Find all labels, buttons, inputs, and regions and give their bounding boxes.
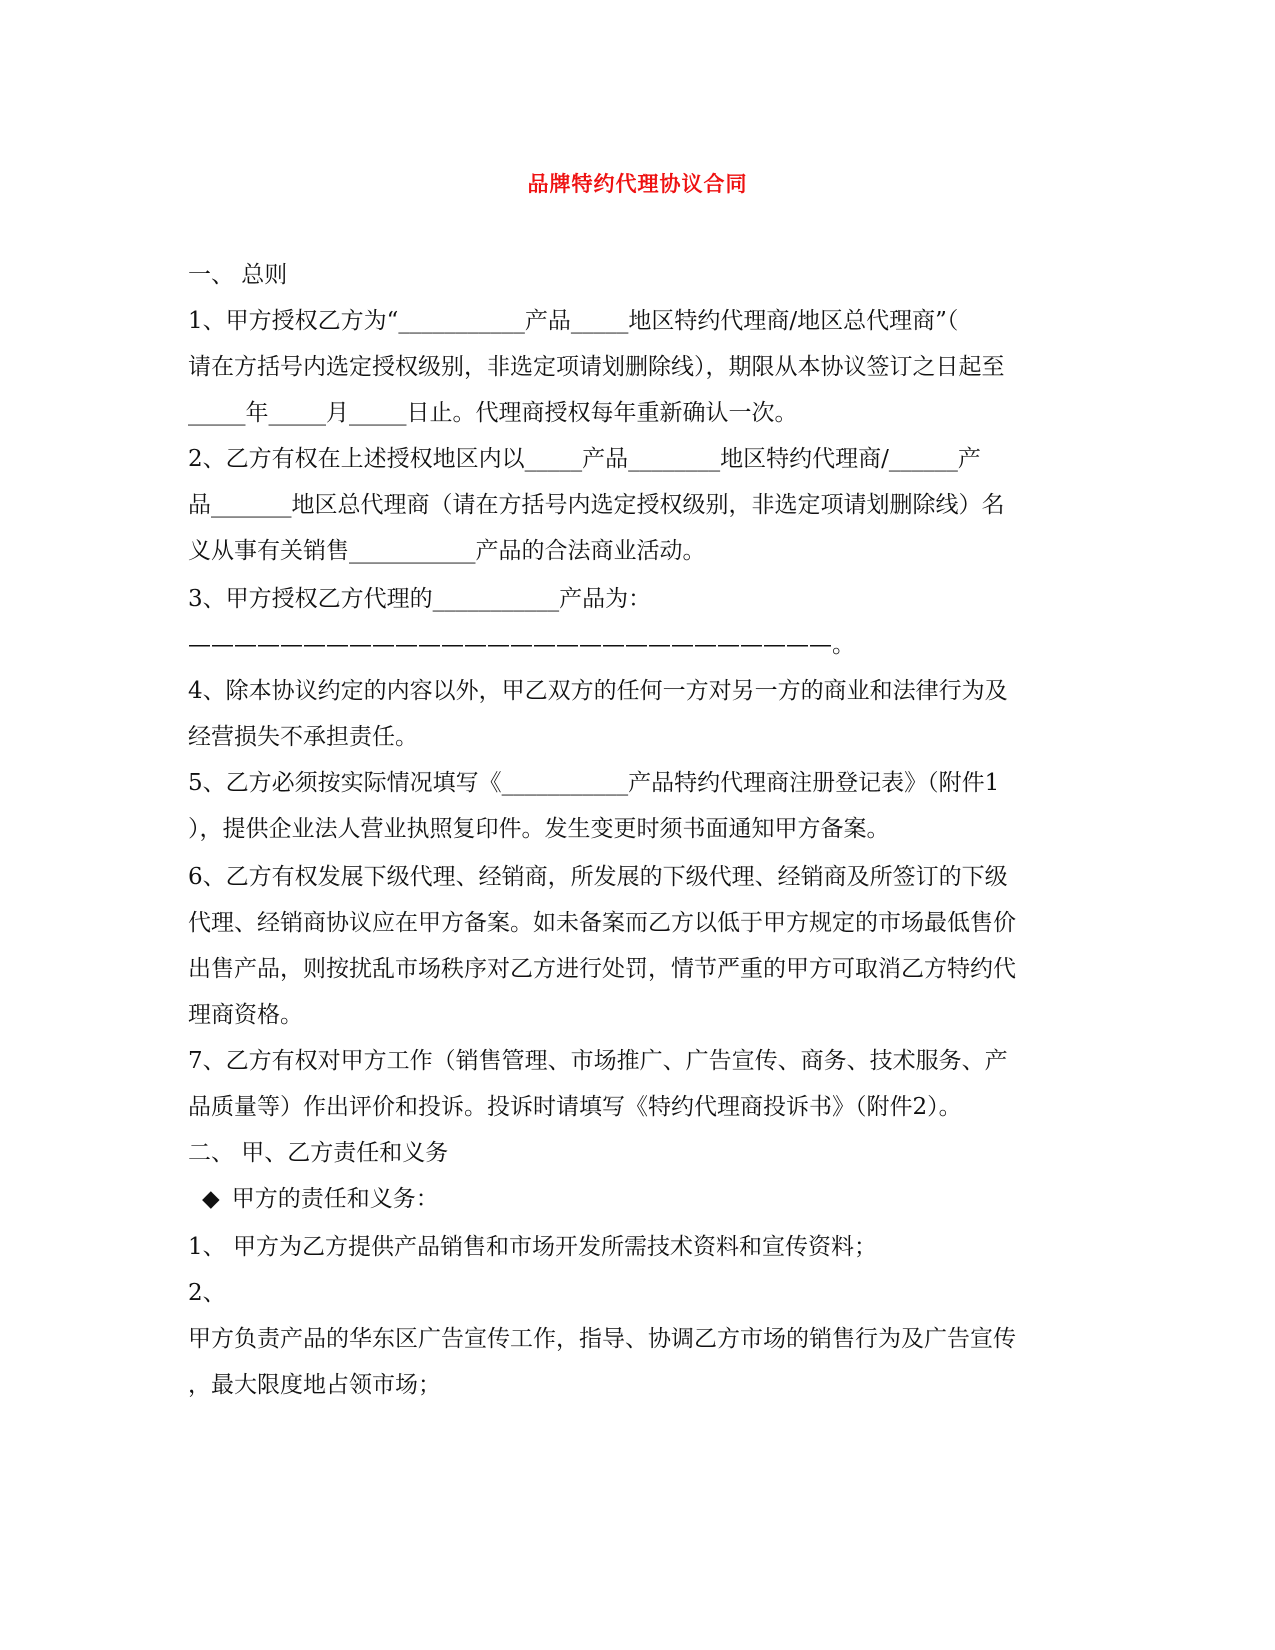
clause-6-line-3: 出售产品，则按扰乱市场秩序对乙方进行处罚，情节严重的甲方可取消乙方特约代 <box>188 956 1016 982</box>
clause-5-line-2: ），提供企业法人营业执照复印件。发生变更时须书面通知甲方备案。 <box>188 816 890 842</box>
document-title: 品牌特约代理协议合同 <box>527 172 748 196</box>
clause-2-line-1: 2、乙方有权在上述授权地区内以_____产品________地区特约代理商/______产 <box>188 446 981 472</box>
duty-2-line-1: 甲方负责产品的华东区广告宣传工作，指导、协调乙方市场的销售行为及广告宣传 <box>188 1326 1016 1352</box>
clause-6-line-1: 6、乙方有权发展下级代理、经销商，所发展的下级代理、经销商及所签订的下级 <box>188 864 1008 890</box>
diamond-bullet-icon: ◆ <box>202 1186 220 1212</box>
bullet-text: 甲方的责任和义务： <box>231 1186 439 1212</box>
duty-2-line-2: ，最大限度地占领市场； <box>188 1372 441 1398</box>
clause-6-line-2: 代理、经销商协议应在甲方备案。如未备案而乙方以低于甲方规定的市场最低售价 <box>188 910 1016 936</box>
clause-1-line-2: 请在方括号内选定授权级别，非选定项请划删除线），期限从本协议签订之日起至 <box>188 354 1005 380</box>
clause-5-line-1: 5、乙方必须按实际情况填写《___________产品特约代理商注册登记表》（附件1 <box>188 770 1000 796</box>
clause-3-blank-line: ————————————————————————————。 <box>188 632 855 658</box>
clause-4-line-1: 4、除本协议约定的内容以外，甲乙双方的任何一方对另一方的商业和法律行为及 <box>188 678 1008 704</box>
clause-1-line-1: 1、甲方授权乙方为“___________产品_____地区特约代理商/地区总代理商”（ <box>188 308 959 334</box>
clause-7-line-2: 品质量等）作出评价和投诉。投诉时请填写《特约代理商投诉书》（附件2）。 <box>188 1094 962 1120</box>
duty-1-line: 1、 甲方为乙方提供产品销售和市场开发所需技术资料和宣传资料； <box>188 1234 877 1260</box>
clause-2-line-3: 义从事有关销售___________产品的合法商业活动。 <box>188 538 706 564</box>
clause-7-line-1: 7、乙方有权对甲方工作（销售管理、市场推广、广告宣传、商务、技术服务、产 <box>188 1048 1008 1074</box>
bullet-party-a-duties <box>188 1184 1088 1214</box>
clause-4-line-2: 经营损失不承担责任。 <box>188 724 418 750</box>
clause-3-line-1: 3、甲方授权乙方代理的___________产品为： <box>188 586 652 612</box>
clause-2-line-2: 品_______地区总代理商（请在方括号内选定授权级别，非选定项请划删除线）名 <box>188 492 1005 518</box>
section-heading-responsibilities: 二、 甲、乙方责任和义务 <box>188 1140 449 1166</box>
section-heading-general: 一、 总则 <box>188 262 288 288</box>
clause-1-line-3: _____年_____月_____日止。代理商授权每年重新确认一次。 <box>188 400 798 426</box>
clause-6-line-4: 理商资格。 <box>188 1002 303 1028</box>
duty-2-number: 2、 <box>188 1280 226 1306</box>
